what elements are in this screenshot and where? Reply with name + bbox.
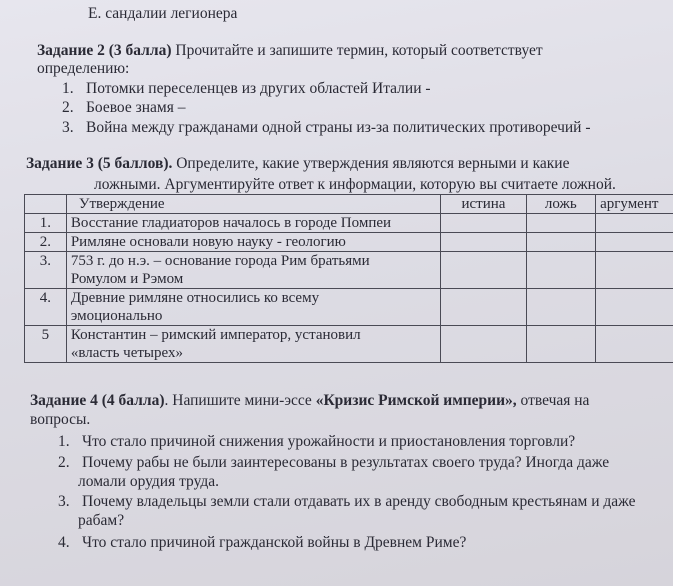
task2-text-line2: определению:: [37, 60, 130, 77]
header-number-cell: [25, 195, 67, 214]
row-statement-line1: Константин – римский император, установил: [70, 327, 361, 343]
task4-item-number: 3.: [58, 493, 70, 510]
task4-text-a: . Напишите мини-эссе: [164, 392, 316, 409]
true-cell[interactable]: [441, 233, 526, 252]
task4-item-text-line1: Почему рабы не были заинтересованы в результатах своего труда? Иногда даже: [82, 454, 610, 471]
task4-item-number: 4.: [58, 534, 70, 551]
true-cell[interactable]: [441, 289, 526, 326]
row-statement-line2: эмоционально: [70, 308, 163, 324]
task2-item-text: Война между гражданами одной страны из-за политических противоречий -: [86, 119, 591, 136]
header-true: истина: [441, 195, 526, 214]
argument-cell[interactable]: [596, 289, 673, 326]
argument-cell[interactable]: [596, 233, 673, 252]
task4-item-text: Что стало причиной снижения урожайности и приостановления торговли?: [82, 433, 576, 450]
row-number: 5: [25, 326, 67, 363]
task2-item-number: 3.: [62, 119, 74, 136]
top-line: E. сандалии легионера: [88, 5, 238, 22]
task2-title: Задание 2 (3 балла): [37, 42, 172, 59]
task2-text-line1: Прочитайте и запишите термин, который соответствует: [171, 42, 543, 59]
row-statement: [66, 289, 441, 326]
argument-cell[interactable]: [596, 326, 673, 363]
task3-text-line2: ложными. Аргументируйте ответ к информации, которую вы считаете ложной.: [94, 176, 616, 193]
task4-heading: [30, 392, 589, 410]
true-cell[interactable]: [441, 214, 526, 233]
table-row: [25, 233, 673, 252]
false-cell[interactable]: [526, 326, 595, 363]
header-false: ложь: [526, 195, 595, 214]
row-statement-line1: Древние римляне относились ко всему: [70, 290, 320, 306]
task2-heading: [37, 42, 543, 60]
row-statement: Восстание гладиаторов началось в городе Помпеи: [66, 214, 441, 233]
row-statement-line2: Ромулом и Рэмом: [70, 271, 184, 287]
true-cell[interactable]: [441, 252, 526, 289]
row-number: 3.: [25, 252, 67, 289]
table-row: [25, 289, 673, 326]
task2-item-number: 2.: [62, 99, 74, 116]
false-cell[interactable]: [526, 214, 595, 233]
statements-table: [24, 194, 673, 363]
row-number: 4.: [25, 289, 67, 326]
row-statement-line2: «власть четырех»: [70, 345, 183, 361]
table-header-row: [25, 195, 673, 214]
task4-item-text-line2: рабам?: [78, 512, 125, 529]
row-statement: Римляне основали новую науку - геологию: [66, 233, 441, 252]
header-argument: аргумент: [596, 195, 673, 214]
task4-item-number: 2.: [58, 454, 70, 471]
task2-item-text: Потомки переселенцев из других областей Италии -: [86, 80, 431, 97]
task4-text-line2: вопросы.: [30, 411, 91, 428]
task2-item-text: Боевое знамя –: [86, 99, 186, 116]
task4-item-text-line1: Почему владельцы земли стали отдавать их в аренду свободным крестьянам и даже: [82, 493, 636, 510]
task4-essay-title: «Кризис Римской империи»,: [315, 392, 517, 409]
row-number: 2.: [25, 233, 67, 252]
task4-item-number: 1.: [58, 433, 70, 450]
task4-title: Задание 4 (4 балла): [30, 392, 165, 409]
table-row: [25, 214, 673, 233]
argument-cell[interactable]: [596, 214, 673, 233]
header-statement: Утверждение: [66, 195, 441, 214]
task3-title: Задание 3 (5 баллов).: [26, 155, 173, 172]
task4-item-text: Что стало причиной гражданской войны в Древнем Риме?: [82, 534, 467, 551]
task2-item-number: 1.: [62, 80, 74, 97]
task4-item-text-line2: ломали орудия труда.: [78, 473, 219, 490]
false-cell[interactable]: [526, 233, 595, 252]
row-statement: [66, 326, 441, 363]
row-number: 1.: [25, 214, 67, 233]
task3-heading: [26, 155, 569, 173]
row-statement-line1: 753 г. до н.э. – основание города Рим братьями: [70, 253, 370, 269]
task3-text-line1: Определите, какие утверждения являются верными и какие: [172, 155, 570, 172]
table-row: [25, 252, 673, 289]
true-cell[interactable]: [441, 326, 526, 363]
row-statement: [66, 252, 441, 289]
false-cell[interactable]: [526, 252, 595, 289]
argument-cell[interactable]: [596, 252, 673, 289]
task4-text-b: отвечая на: [516, 392, 590, 409]
false-cell[interactable]: [526, 289, 595, 326]
table-row: [25, 326, 673, 363]
